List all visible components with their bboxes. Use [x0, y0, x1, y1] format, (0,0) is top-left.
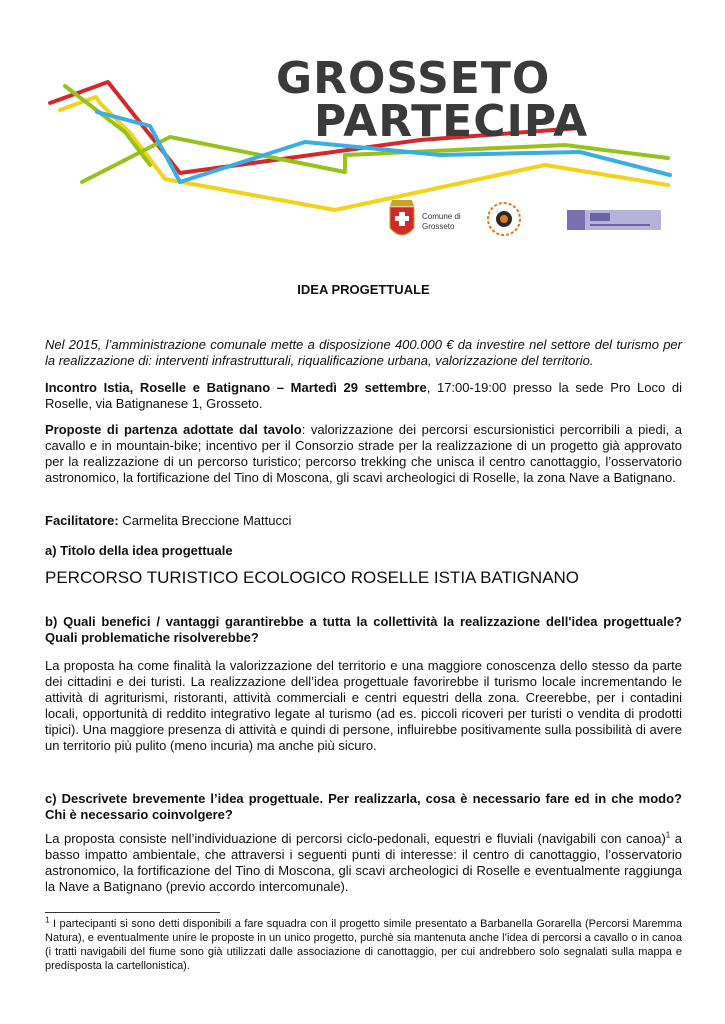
footnote-text: I partecipanti si sono detti disponibili a fare squadra con il progetto simile presentato a Barbanella Gorarella (Percorsi Maremma Natura), e eventualmente unire le proposte in un unico progetto, purchè sia mantenuta anche l’idea di percorsi a cavallo o in canoa (i tratti navigabili del fiume sono già utilizzati dalle associazione di canottaggio, per cui andrebbero solo segnalati sulla mappa e predisposta la cartellonistica). [45, 918, 682, 972]
comune-label-line1: Comune di [422, 212, 461, 221]
section-c-heading: c) Descrivete brevemente l’idea progettuale. Per realizzarla, cosa è necessario fare ed in che modo? Chi è necessario coinvolgere? [45, 791, 682, 822]
document-title: IDEA PROGETTUALE [297, 282, 430, 297]
section-b-text: La proposta ha come finalità la valorizzazione del territorio e una maggiore conoscenza dello stesso da parte dei cittadini e dei turisti. La realizzazione dell’idea progettuale favorirebbe il turismo locale incrementando le attività di agriturismi, ristoranti, attività commerciali e centri equestri della zona. Creerebbe, per i contadini locali, opportunità di reddito integrativo legate al turismo (ad es. piccoli ricoveri per turisti o vendita di prodotti tipici). Una maggiore presenza di attività e quindi di persone, influirebbe positivamente sulla possibilità di avere un territorio più pulito (meno incuria) ma anche più sicuro. [45, 658, 682, 753]
facilitator-name: Carmelita Breccione Mattucci [118, 513, 292, 528]
meeting-label: Incontro Istia, Roselle e Batignano – Martedì 29 settembre [45, 380, 427, 395]
footnote-reference[interactable]: 1 [665, 830, 671, 840]
city-crest-icon [390, 200, 414, 235]
comune-label-line2: Grosseto [422, 222, 455, 231]
section-b-heading: b) Quali benefici / vantaggi garantirebbe a tutta la collettività la realizzazione dell'idea progettuale? Quali problematiche risolverebbe? [45, 614, 682, 645]
section-c-text-part2: a basso impatto ambientale, che attraversi i seguenti punti di interesse: il centro di canottaggio, l’osservatorio astronomico, la fortificazione del Tino di Moscona, gli scavi archeologici di Roselle e eventualmente raggiunga la Nave a Batignano (previo accordo intercomunale). [45, 831, 682, 894]
footnote [45, 917, 682, 973]
section-c-text [45, 831, 682, 895]
section-c-text-part1: La proposta consiste nell’individuazione di percorsi ciclo-pedonali, equestri e fluviali (navigabili con canoa) [45, 831, 666, 846]
proposals-label: Proposte di partenza adottate dal tavolo [45, 422, 302, 437]
proposals-text: : valorizzazione dei percorsi escursionistici percorribili a piedi, a cavallo e in mountain-bike; incentivo per il Consorzio strade per la realizzazione di un progetto già approvato per la realizzazione di un percorso turistico; percorso trekking che unisca il centro canottaggio, l’osservatorio astronomico, la fortificazione del Tino di Moscona, gli scavi archeologici di Roselle, la zona Nave a Batignano. [45, 422, 682, 485]
section-a-heading: a) Titolo della idea progettuale [45, 543, 233, 558]
meeting-paragraph [45, 380, 682, 412]
project-title: PERCORSO TURISTICO ECOLOGICO ROSELLE ISTIA BATIGNANO [45, 568, 580, 587]
footnote-divider [45, 912, 220, 913]
logo-title-line1: GROSSETO [276, 53, 551, 104]
app-logo-icon [567, 210, 661, 230]
facilitator-label: Facilitatore: [45, 513, 119, 528]
footnote-number: 1 [45, 915, 50, 925]
logo-title-line2: PARTECIPA [314, 96, 589, 147]
proposals-paragraph [45, 422, 682, 486]
facilitator-line [45, 513, 682, 529]
round-logo-icon [488, 203, 520, 235]
intro-paragraph: Nel 2015, l’amministrazione comunale mette a disposizione 400.000 € da investire nel settore del turismo per la realizzazione di: interventi infrastrutturali, riqualificazione urbana, valorizzazione del territorio. [45, 337, 682, 368]
meeting-details: , 17:00-19:00 presso la sede Pro Loco di Roselle, via Batignanese 1, Grosseto. [45, 380, 682, 411]
